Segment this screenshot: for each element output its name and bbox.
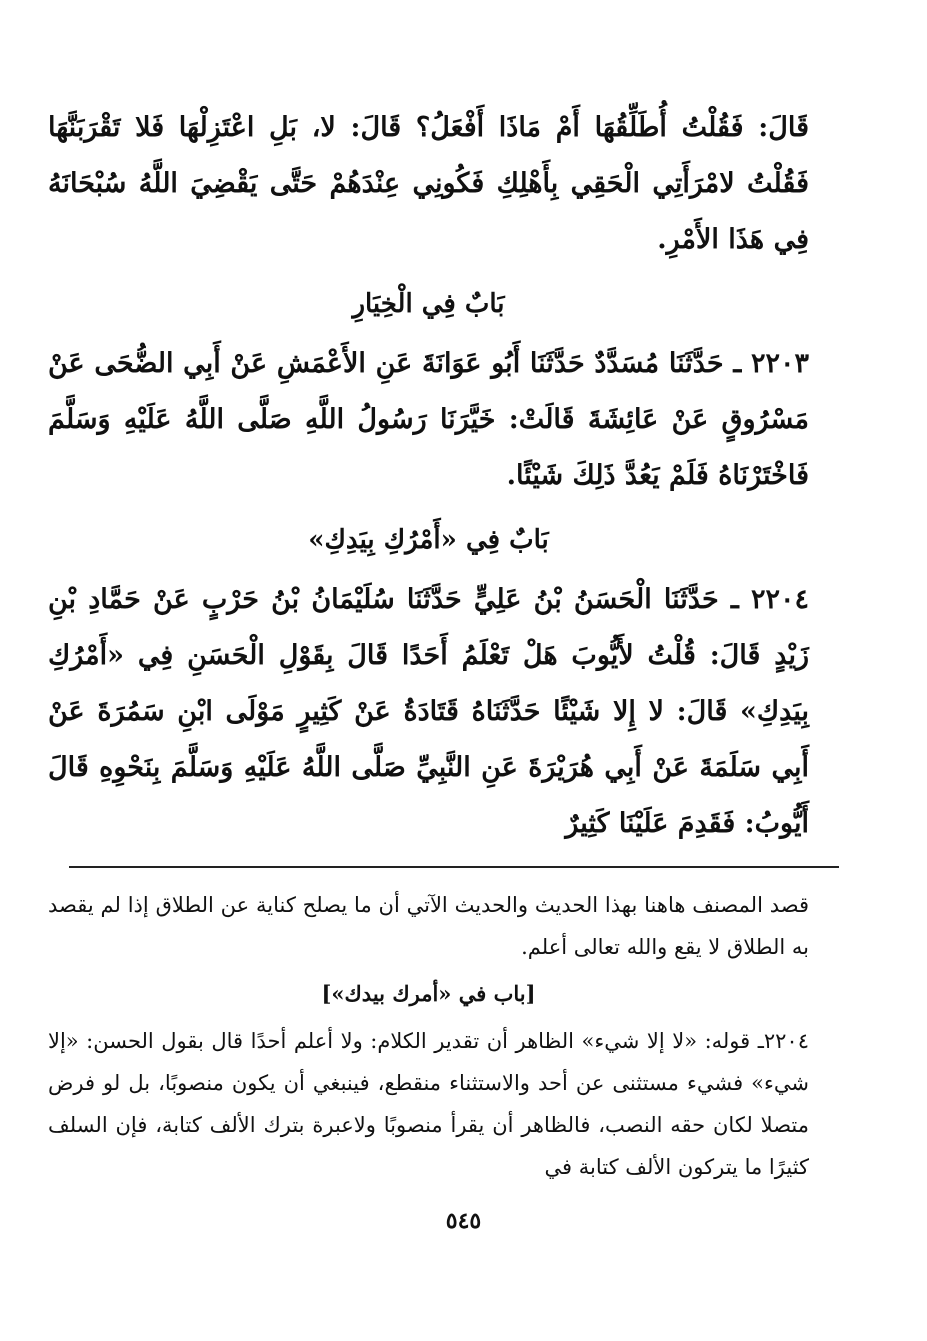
footnotes <box>48 884 809 1188</box>
chapter-heading-khiyar: بَابٌ فِي الْخِيَارِ <box>352 289 505 319</box>
opening-paragraph: قَالَ: فَقُلْتُ أُطَلِّقُهَا أَمْ مَاذَا أَفْعَلُ؟ قَالَ: لا، بَلِ اعْتَزِلْهَا فَلا تَقْرَبَنَّهَا فَقُلْتُ لامْرَأَتِي الْحَقِي بِأَهْلِكِ فَكُونِي عِنْدَهُمْ حَتَّى يَقْضِيَ اللَّهُ سُبْحَانَهُ فِي هَذَا الأَمْرِ. <box>48 112 809 255</box>
chapter-heading-amruki: بَابٌ فِي «أَمْرُكِ بِيَدِكِ» <box>308 525 549 555</box>
page-number: ٥٤٥ <box>445 1208 482 1234</box>
main-text <box>48 100 809 852</box>
footnote-1: قصد المصنف هاهنا بهذا الحديث والحديث الآتي أن ما يصلح كناية عن الطلاق إذا لم يقصد به الطلاق لا يقع والله تعالى أعلم. <box>48 893 809 959</box>
hadith-number: ٢٢٠٤ <box>750 584 809 615</box>
footnote-chapter-heading: [باب في «أمرك بيدك»] <box>321 981 536 1006</box>
hadith-2203: ٢٢٠٣ ـ حَدَّثَنَا مُسَدَّدٌ حَدَّثَنَا أَبُو عَوَانَةَ عَنِ الأَعْمَشِ عَنْ أَبِي الضُّحَى عَنْ مَسْرُوقٍ عَنْ عَائِشَةَ قَالَتْ: خَيَّرَنَا رَسُولُ اللَّهِ صَلَّى اللَّهُ عَلَيْهِ وَسَلَّمَ فَاخْتَرْنَاهُ فَلَمْ يَعُدَّ ذَلِكَ شَيْئًا. <box>48 348 809 491</box>
hadith-text: حَدَّثَنَا الْحَسَنُ بْنُ عَلِيٍّ حَدَّثَنَا سُلَيْمَانُ بْنُ حَرْبٍ عَنْ حَمَّادِ بْنِ زَيْدٍ قَالَ: قُلْتُ لأَيُّوبَ هَلْ تَعْلَمُ أَحَدًا قَالَ بِقَوْلِ الْحَسَنِ فِي «أَمْرُكِ بِيَدِكِ» قَالَ: لا إِلا شَيْئًا حَدَّثَنَاهُ قَتَادَةُ عَنْ كَثِيرٍ مَوْلَى ابْنِ سَمُرَةَ عَنْ أَبِي سَلَمَةَ عَنْ أَبِي هُرَيْرَةَ عَنِ النَّبِيِّ صَلَّى اللَّهُ عَلَيْهِ وَسَلَّمَ بِنَحْوِهِ قَالَ أَيُّوبُ: فَقَدِمَ عَلَيْنَا كَثِيرٌ <box>48 584 809 839</box>
footnote-separator <box>69 866 839 868</box>
hadith-number: ٢٢٠٣ <box>750 348 809 379</box>
hadith-text: حَدَّثَنَا مُسَدَّدٌ حَدَّثَنَا أَبُو عَوَانَةَ عَنِ الأَعْمَشِ عَنْ أَبِي الضُّحَى عَنْ مَسْرُوقٍ عَنْ عَائِشَةَ قَالَتْ: خَيَّرَنَا رَسُولُ اللَّهِ صَلَّى اللَّهُ عَلَيْهِ وَسَلَّمَ فَاخْتَرْنَاهُ فَلَمْ يَعُدَّ ذَلِكَ شَيْئًا. <box>48 348 809 491</box>
hadith-2204: ٢٢٠٤ ـ حَدَّثَنَا الْحَسَنُ بْنُ عَلِيٍّ حَدَّثَنَا سُلَيْمَانُ بْنُ حَرْبٍ عَنْ حَمَّادِ بْنِ زَيْدٍ قَالَ: قُلْتُ لأَيُّوبَ هَلْ تَعْلَمُ أَحَدًا قَالَ بِقَوْلِ الْحَسَنِ فِي «أَمْرُكِ بِيَدِكِ» قَالَ: لا إِلا شَيْئًا حَدَّثَنَاهُ قَتَادَةُ عَنْ كَثِيرٍ مَوْلَى ابْنِ سَمُرَةَ عَنْ أَبِي سَلَمَةَ عَنْ أَبِي هُرَيْرَةَ عَنِ النَّبِيِّ صَلَّى اللَّهُ عَلَيْهِ وَسَلَّمَ بِنَحْوِهِ قَالَ أَيُّوبُ: فَقَدِمَ عَلَيْنَا كَثِيرٌ <box>48 584 809 839</box>
footnote-2: ٢٢٠٤ـ قوله: «لا إلا شيء» الظاهر أن تقدير الكلام: ولا أعلم أحدًا قال بقول الحسن: «إلا شيء» فشيء مستثنى عن أحد والاستثناء منقطع، فينبغي أن يكون منصوبًا، بل لو فرض متصلا لكان حقه النصب، فالظاهر أن يقرأ منصوبًا ولاعبرة بترك الألف كتابة، فإن السلف كثيرًا ما يتركون الألف كتابة في <box>48 1029 809 1179</box>
